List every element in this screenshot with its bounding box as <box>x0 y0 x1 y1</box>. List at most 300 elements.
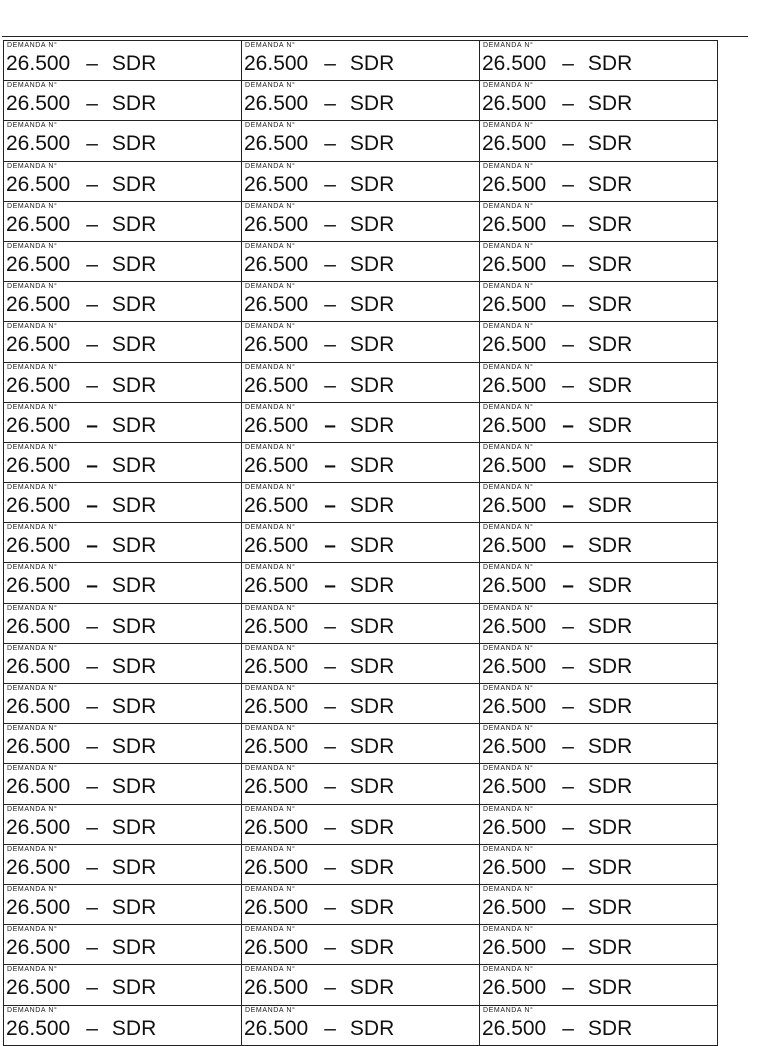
demand-number: 26.500 <box>6 775 71 799</box>
demand-caption: DEMANDA N° <box>7 564 58 572</box>
demand-dash: – <box>324 735 336 759</box>
demand-dash: – <box>86 735 98 759</box>
demand-value-line <box>482 494 632 518</box>
demand-code: SDR <box>349 494 395 518</box>
demand-number: 26.500 <box>244 212 309 236</box>
demand-label-cell <box>4 41 242 81</box>
demand-value-line <box>6 856 156 880</box>
demand-caption: DEMANDA N° <box>483 443 534 451</box>
demand-value-line <box>6 775 156 799</box>
demand-value-line <box>6 414 156 438</box>
demand-value-line <box>482 856 632 880</box>
demand-value-line <box>482 615 632 639</box>
demand-value-line <box>6 735 156 759</box>
demand-label-cell <box>4 443 242 483</box>
demand-value-line <box>244 173 394 197</box>
demand-code: SDR <box>587 494 633 518</box>
demand-value-line <box>6 976 156 1000</box>
demand-number: 26.500 <box>244 775 309 799</box>
demand-label-cell <box>480 403 718 443</box>
demand-number: 26.500 <box>244 936 309 960</box>
demand-number: 26.500 <box>244 574 309 598</box>
demand-number: 26.500 <box>482 373 547 397</box>
demand-caption: DEMANDA N° <box>245 443 296 451</box>
demand-label-cell <box>4 925 242 965</box>
demand-code: SDR <box>587 614 633 638</box>
demand-dash: – <box>86 252 98 276</box>
demand-label-cell <box>4 885 242 925</box>
demand-value-line <box>482 293 632 317</box>
demand-dash: – <box>86 1016 98 1040</box>
top-border-line <box>2 36 748 37</box>
demand-code: SDR <box>111 695 157 718</box>
demand-caption: DEMANDA N° <box>483 564 534 572</box>
demand-number: 26.500 <box>244 855 309 879</box>
demand-number: 26.500 <box>244 494 309 518</box>
demand-label-cell <box>480 1006 718 1046</box>
demand-number: 26.500 <box>6 815 71 839</box>
demand-label-cell <box>4 403 242 443</box>
demand-dash: – <box>562 413 574 437</box>
demand-caption: DEMANDA N° <box>245 966 296 974</box>
demand-label-cell <box>242 845 480 885</box>
demand-number: 26.500 <box>6 735 71 759</box>
demand-number: 26.500 <box>6 855 71 879</box>
demand-code: SDR <box>587 333 633 357</box>
demand-value-line <box>244 856 394 880</box>
demand-value-line <box>6 615 156 639</box>
demand-number: 26.500 <box>482 453 547 477</box>
demand-code: SDR <box>587 1016 633 1040</box>
demand-value-line <box>6 494 156 518</box>
demand-caption: DEMANDA N° <box>483 202 534 210</box>
demand-caption: DEMANDA N° <box>483 966 534 974</box>
demand-caption: DEMANDA N° <box>483 845 534 853</box>
demand-value-line <box>482 534 632 558</box>
demand-number: 26.500 <box>482 895 547 919</box>
demand-caption: DEMANDA N° <box>483 805 534 813</box>
demand-number: 26.500 <box>482 815 547 839</box>
demand-code: SDR <box>587 534 633 558</box>
demand-value-line <box>6 333 156 357</box>
demand-caption: DEMANDA N° <box>245 162 296 170</box>
demand-caption: DEMANDA N° <box>483 42 534 49</box>
demand-label-cell <box>480 965 718 1005</box>
demand-caption: DEMANDA N° <box>483 323 534 331</box>
demand-value-line <box>244 92 394 116</box>
demand-label-cell <box>4 805 242 845</box>
demand-value-line <box>482 173 632 197</box>
demand-caption: DEMANDA N° <box>245 685 296 692</box>
demand-caption: DEMANDA N° <box>245 82 296 90</box>
demand-dash: – <box>86 413 98 437</box>
demand-label-cell <box>480 563 718 603</box>
demand-label-cell <box>480 363 718 403</box>
demand-number: 26.500 <box>6 52 71 75</box>
demand-number: 26.500 <box>244 534 309 558</box>
demand-code: SDR <box>111 252 157 276</box>
demand-caption: DEMANDA N° <box>7 885 58 893</box>
demand-number: 26.500 <box>244 695 309 718</box>
demand-number: 26.500 <box>482 52 547 75</box>
demand-code: SDR <box>111 614 157 638</box>
demand-number: 26.500 <box>244 815 309 839</box>
demand-label-cell <box>242 604 480 644</box>
demand-label-cell <box>480 322 718 362</box>
demand-label-cell <box>242 563 480 603</box>
demand-label-cell <box>480 764 718 804</box>
demand-label-cell <box>242 483 480 523</box>
demand-code: SDR <box>349 936 395 960</box>
demand-caption: DEMANDA N° <box>483 484 534 492</box>
demand-number: 26.500 <box>6 695 71 718</box>
demand-label-cell <box>242 644 480 684</box>
demand-dash: – <box>86 92 98 116</box>
demand-code: SDR <box>349 695 395 718</box>
demand-label-cell <box>480 443 718 483</box>
demand-code: SDR <box>587 574 633 598</box>
demand-label-cell <box>4 483 242 523</box>
demand-label-cell <box>242 41 480 81</box>
demand-label-cell <box>242 965 480 1005</box>
demand-dash: – <box>562 574 574 598</box>
demand-dash: – <box>86 293 98 317</box>
demand-value-line <box>244 494 394 518</box>
demand-label-cell <box>4 523 242 563</box>
demand-value-line <box>482 333 632 357</box>
demand-code: SDR <box>349 252 395 276</box>
demand-dash: – <box>324 815 336 839</box>
demand-caption: DEMANDA N° <box>7 966 58 974</box>
demand-dash: – <box>324 212 336 236</box>
demand-label-cell <box>4 81 242 121</box>
demand-dash: – <box>324 413 336 437</box>
demand-dash: – <box>562 614 574 638</box>
demand-dash: – <box>86 333 98 357</box>
demand-dash: – <box>86 614 98 638</box>
demand-code: SDR <box>349 373 395 397</box>
demand-label-cell <box>480 121 718 161</box>
demand-label-cell <box>480 925 718 965</box>
demand-caption: DEMANDA N° <box>245 725 296 733</box>
demand-code: SDR <box>111 52 157 75</box>
demand-caption: DEMANDA N° <box>245 242 296 250</box>
demand-value-line <box>6 896 156 920</box>
demand-caption: DEMANDA N° <box>245 885 296 893</box>
demand-caption: DEMANDA N° <box>7 1006 58 1014</box>
demand-caption: DEMANDA N° <box>245 805 296 813</box>
demand-label-cell <box>4 845 242 885</box>
demand-caption: DEMANDA N° <box>7 685 58 692</box>
demand-number: 26.500 <box>6 976 71 1000</box>
demand-caption: DEMANDA N° <box>245 765 296 773</box>
demand-code: SDR <box>349 453 395 477</box>
demand-dash: – <box>324 976 336 1000</box>
demand-dash: – <box>324 172 336 196</box>
demand-number: 26.500 <box>482 775 547 799</box>
demand-code: SDR <box>587 936 633 960</box>
demand-dash: – <box>562 855 574 879</box>
demand-number: 26.500 <box>6 574 71 598</box>
demand-caption: DEMANDA N° <box>245 926 296 934</box>
demand-dash: – <box>86 574 98 598</box>
demand-value-line <box>482 574 632 598</box>
demand-caption: DEMANDA N° <box>7 725 58 733</box>
demand-value-line <box>482 816 632 840</box>
demand-value-line <box>6 574 156 598</box>
demand-label-cell <box>4 322 242 362</box>
demand-caption: DEMANDA N° <box>245 323 296 331</box>
demand-code: SDR <box>349 1016 395 1040</box>
demand-value-line <box>482 414 632 438</box>
demand-caption: DEMANDA N° <box>245 363 296 371</box>
demand-number: 26.500 <box>482 212 547 236</box>
demand-number: 26.500 <box>244 333 309 357</box>
demand-dash: – <box>562 815 574 839</box>
demand-value-line <box>482 1017 632 1041</box>
demand-value-line <box>6 374 156 398</box>
demand-dash: – <box>86 212 98 236</box>
demand-dash: – <box>562 695 574 718</box>
demand-value-line <box>6 695 156 719</box>
demand-value-line <box>244 574 394 598</box>
demand-number: 26.500 <box>482 92 547 116</box>
demand-number: 26.500 <box>482 534 547 558</box>
demand-caption: DEMANDA N° <box>245 564 296 572</box>
demand-code: SDR <box>587 453 633 477</box>
demand-label-cell <box>4 684 242 724</box>
demand-label-cell <box>242 684 480 724</box>
demand-dash: – <box>86 132 98 156</box>
demand-caption: DEMANDA N° <box>483 725 534 733</box>
demand-label-cell <box>4 724 242 764</box>
demand-dash: – <box>324 333 336 357</box>
demand-code: SDR <box>111 815 157 839</box>
demand-value-line <box>482 52 632 76</box>
demand-dash: – <box>324 293 336 317</box>
demand-code: SDR <box>349 976 395 1000</box>
demand-caption: DEMANDA N° <box>245 202 296 210</box>
demand-number: 26.500 <box>6 132 71 156</box>
demand-code: SDR <box>111 172 157 196</box>
demand-number: 26.500 <box>6 333 71 357</box>
demand-code: SDR <box>349 92 395 116</box>
demand-value-line <box>6 816 156 840</box>
demand-number: 26.500 <box>244 172 309 196</box>
demand-caption: DEMANDA N° <box>483 685 534 692</box>
demand-number: 26.500 <box>482 1016 547 1040</box>
demand-caption: DEMANDA N° <box>7 926 58 934</box>
demand-label-cell <box>4 242 242 282</box>
demand-number: 26.500 <box>244 976 309 1000</box>
demand-label-cell <box>480 684 718 724</box>
demand-caption: DEMANDA N° <box>245 845 296 853</box>
demand-value-line <box>6 132 156 156</box>
demand-dash: – <box>324 52 336 75</box>
demand-number: 26.500 <box>6 92 71 116</box>
demand-label-cell <box>242 121 480 161</box>
demand-dash: – <box>324 92 336 116</box>
demand-label-cell <box>242 885 480 925</box>
demand-label-cell <box>4 563 242 603</box>
demand-label-cell <box>480 885 718 925</box>
demand-dash: – <box>324 252 336 276</box>
demand-label-cell <box>480 724 718 764</box>
demand-label-cell <box>242 805 480 845</box>
demand-value-line <box>482 735 632 759</box>
demand-dash: – <box>86 172 98 196</box>
demand-label-cell <box>480 162 718 202</box>
demand-code: SDR <box>587 735 633 759</box>
demand-value-line <box>482 775 632 799</box>
demand-caption: DEMANDA N° <box>483 82 534 90</box>
demand-caption: DEMANDA N° <box>483 926 534 934</box>
demand-code: SDR <box>349 855 395 879</box>
demand-dash: – <box>86 52 98 75</box>
demand-dash: – <box>324 936 336 960</box>
demand-number: 26.500 <box>244 252 309 276</box>
demand-code: SDR <box>587 775 633 799</box>
demand-caption: DEMANDA N° <box>483 765 534 773</box>
demand-dash: – <box>86 534 98 558</box>
demand-dash: – <box>86 976 98 1000</box>
demand-label-cell <box>242 764 480 804</box>
demand-number: 26.500 <box>244 413 309 437</box>
demand-dash: – <box>86 775 98 799</box>
demand-dash: – <box>562 1016 574 1040</box>
demand-value-line <box>482 976 632 1000</box>
demand-label-cell <box>480 282 718 322</box>
demand-code: SDR <box>111 936 157 960</box>
demand-number: 26.500 <box>6 172 71 196</box>
demand-number: 26.500 <box>6 413 71 437</box>
demand-code: SDR <box>349 895 395 919</box>
demand-code: SDR <box>111 373 157 397</box>
demand-label-cell <box>4 121 242 161</box>
demand-code: SDR <box>111 976 157 1000</box>
demand-number: 26.500 <box>482 936 547 960</box>
demand-value-line <box>482 896 632 920</box>
demand-dash: – <box>562 936 574 960</box>
demand-caption: DEMANDA N° <box>7 202 58 210</box>
demand-code: SDR <box>587 895 633 919</box>
demand-code: SDR <box>111 494 157 518</box>
demand-dash: – <box>86 695 98 718</box>
demand-number: 26.500 <box>6 895 71 919</box>
demand-caption: DEMANDA N° <box>7 283 58 291</box>
demand-number: 26.500 <box>244 735 309 759</box>
demand-label-cell <box>242 403 480 443</box>
demand-code: SDR <box>111 855 157 879</box>
demand-caption: DEMANDA N° <box>7 524 58 532</box>
demand-value-line <box>482 213 632 237</box>
demand-number: 26.500 <box>482 695 547 718</box>
demand-caption: DEMANDA N° <box>7 403 58 411</box>
demand-label-cell <box>4 202 242 242</box>
demand-code: SDR <box>111 92 157 116</box>
demand-number: 26.500 <box>6 453 71 477</box>
demand-dash: – <box>86 815 98 839</box>
demand-value-line <box>244 896 394 920</box>
demand-caption: DEMANDA N° <box>7 644 58 652</box>
demand-code: SDR <box>587 92 633 116</box>
demand-caption: DEMANDA N° <box>7 765 58 773</box>
demand-code: SDR <box>587 52 633 75</box>
demand-label-cell <box>4 965 242 1005</box>
demand-code: SDR <box>587 373 633 397</box>
demand-dash: – <box>324 574 336 598</box>
demand-dash: – <box>324 534 336 558</box>
demand-value-line <box>244 615 394 639</box>
demand-caption: DEMANDA N° <box>245 42 296 49</box>
label-sheet <box>3 40 718 1046</box>
demand-value-line <box>244 775 394 799</box>
demand-dash: – <box>86 936 98 960</box>
demand-number: 26.500 <box>482 132 547 156</box>
demand-code: SDR <box>587 293 633 317</box>
demand-code: SDR <box>111 293 157 317</box>
demand-dash: – <box>86 373 98 397</box>
demand-number: 26.500 <box>6 293 71 317</box>
demand-dash: – <box>324 895 336 919</box>
demand-dash: – <box>562 172 574 196</box>
demand-value-line <box>244 695 394 719</box>
demand-label-cell <box>242 242 480 282</box>
demand-number: 26.500 <box>6 212 71 236</box>
demand-label-cell <box>242 322 480 362</box>
demand-dash: – <box>562 654 574 678</box>
demand-dash: – <box>324 614 336 638</box>
demand-dash: – <box>86 654 98 678</box>
demand-number: 26.500 <box>6 373 71 397</box>
demand-code: SDR <box>587 695 633 718</box>
demand-caption: DEMANDA N° <box>7 122 58 130</box>
demand-code: SDR <box>111 132 157 156</box>
demand-number: 26.500 <box>482 413 547 437</box>
demand-number: 26.500 <box>482 614 547 638</box>
demand-code: SDR <box>587 855 633 879</box>
demand-code: SDR <box>111 212 157 236</box>
demand-label-cell <box>4 644 242 684</box>
demand-number: 26.500 <box>244 453 309 477</box>
demand-caption: DEMANDA N° <box>7 443 58 451</box>
demand-number: 26.500 <box>6 614 71 638</box>
demand-label-cell <box>480 604 718 644</box>
demand-value-line <box>244 1017 394 1041</box>
demand-code: SDR <box>349 413 395 437</box>
demand-value-line <box>6 454 156 478</box>
demand-code: SDR <box>349 614 395 638</box>
demand-code: SDR <box>111 654 157 678</box>
demand-value-line <box>244 253 394 277</box>
demand-caption: DEMANDA N° <box>245 644 296 652</box>
demand-number: 26.500 <box>244 293 309 317</box>
demand-code: SDR <box>111 895 157 919</box>
demand-dash: – <box>562 735 574 759</box>
demand-code: SDR <box>587 413 633 437</box>
demand-dash: – <box>324 855 336 879</box>
demand-number: 26.500 <box>482 252 547 276</box>
demand-value-line <box>244 293 394 317</box>
demand-label-cell <box>480 523 718 563</box>
demand-code: SDR <box>349 815 395 839</box>
demand-number: 26.500 <box>482 293 547 317</box>
demand-code: SDR <box>349 735 395 759</box>
demand-dash: – <box>562 132 574 156</box>
demand-caption: DEMANDA N° <box>483 403 534 411</box>
demand-label-cell <box>242 724 480 764</box>
demand-dash: – <box>324 132 336 156</box>
